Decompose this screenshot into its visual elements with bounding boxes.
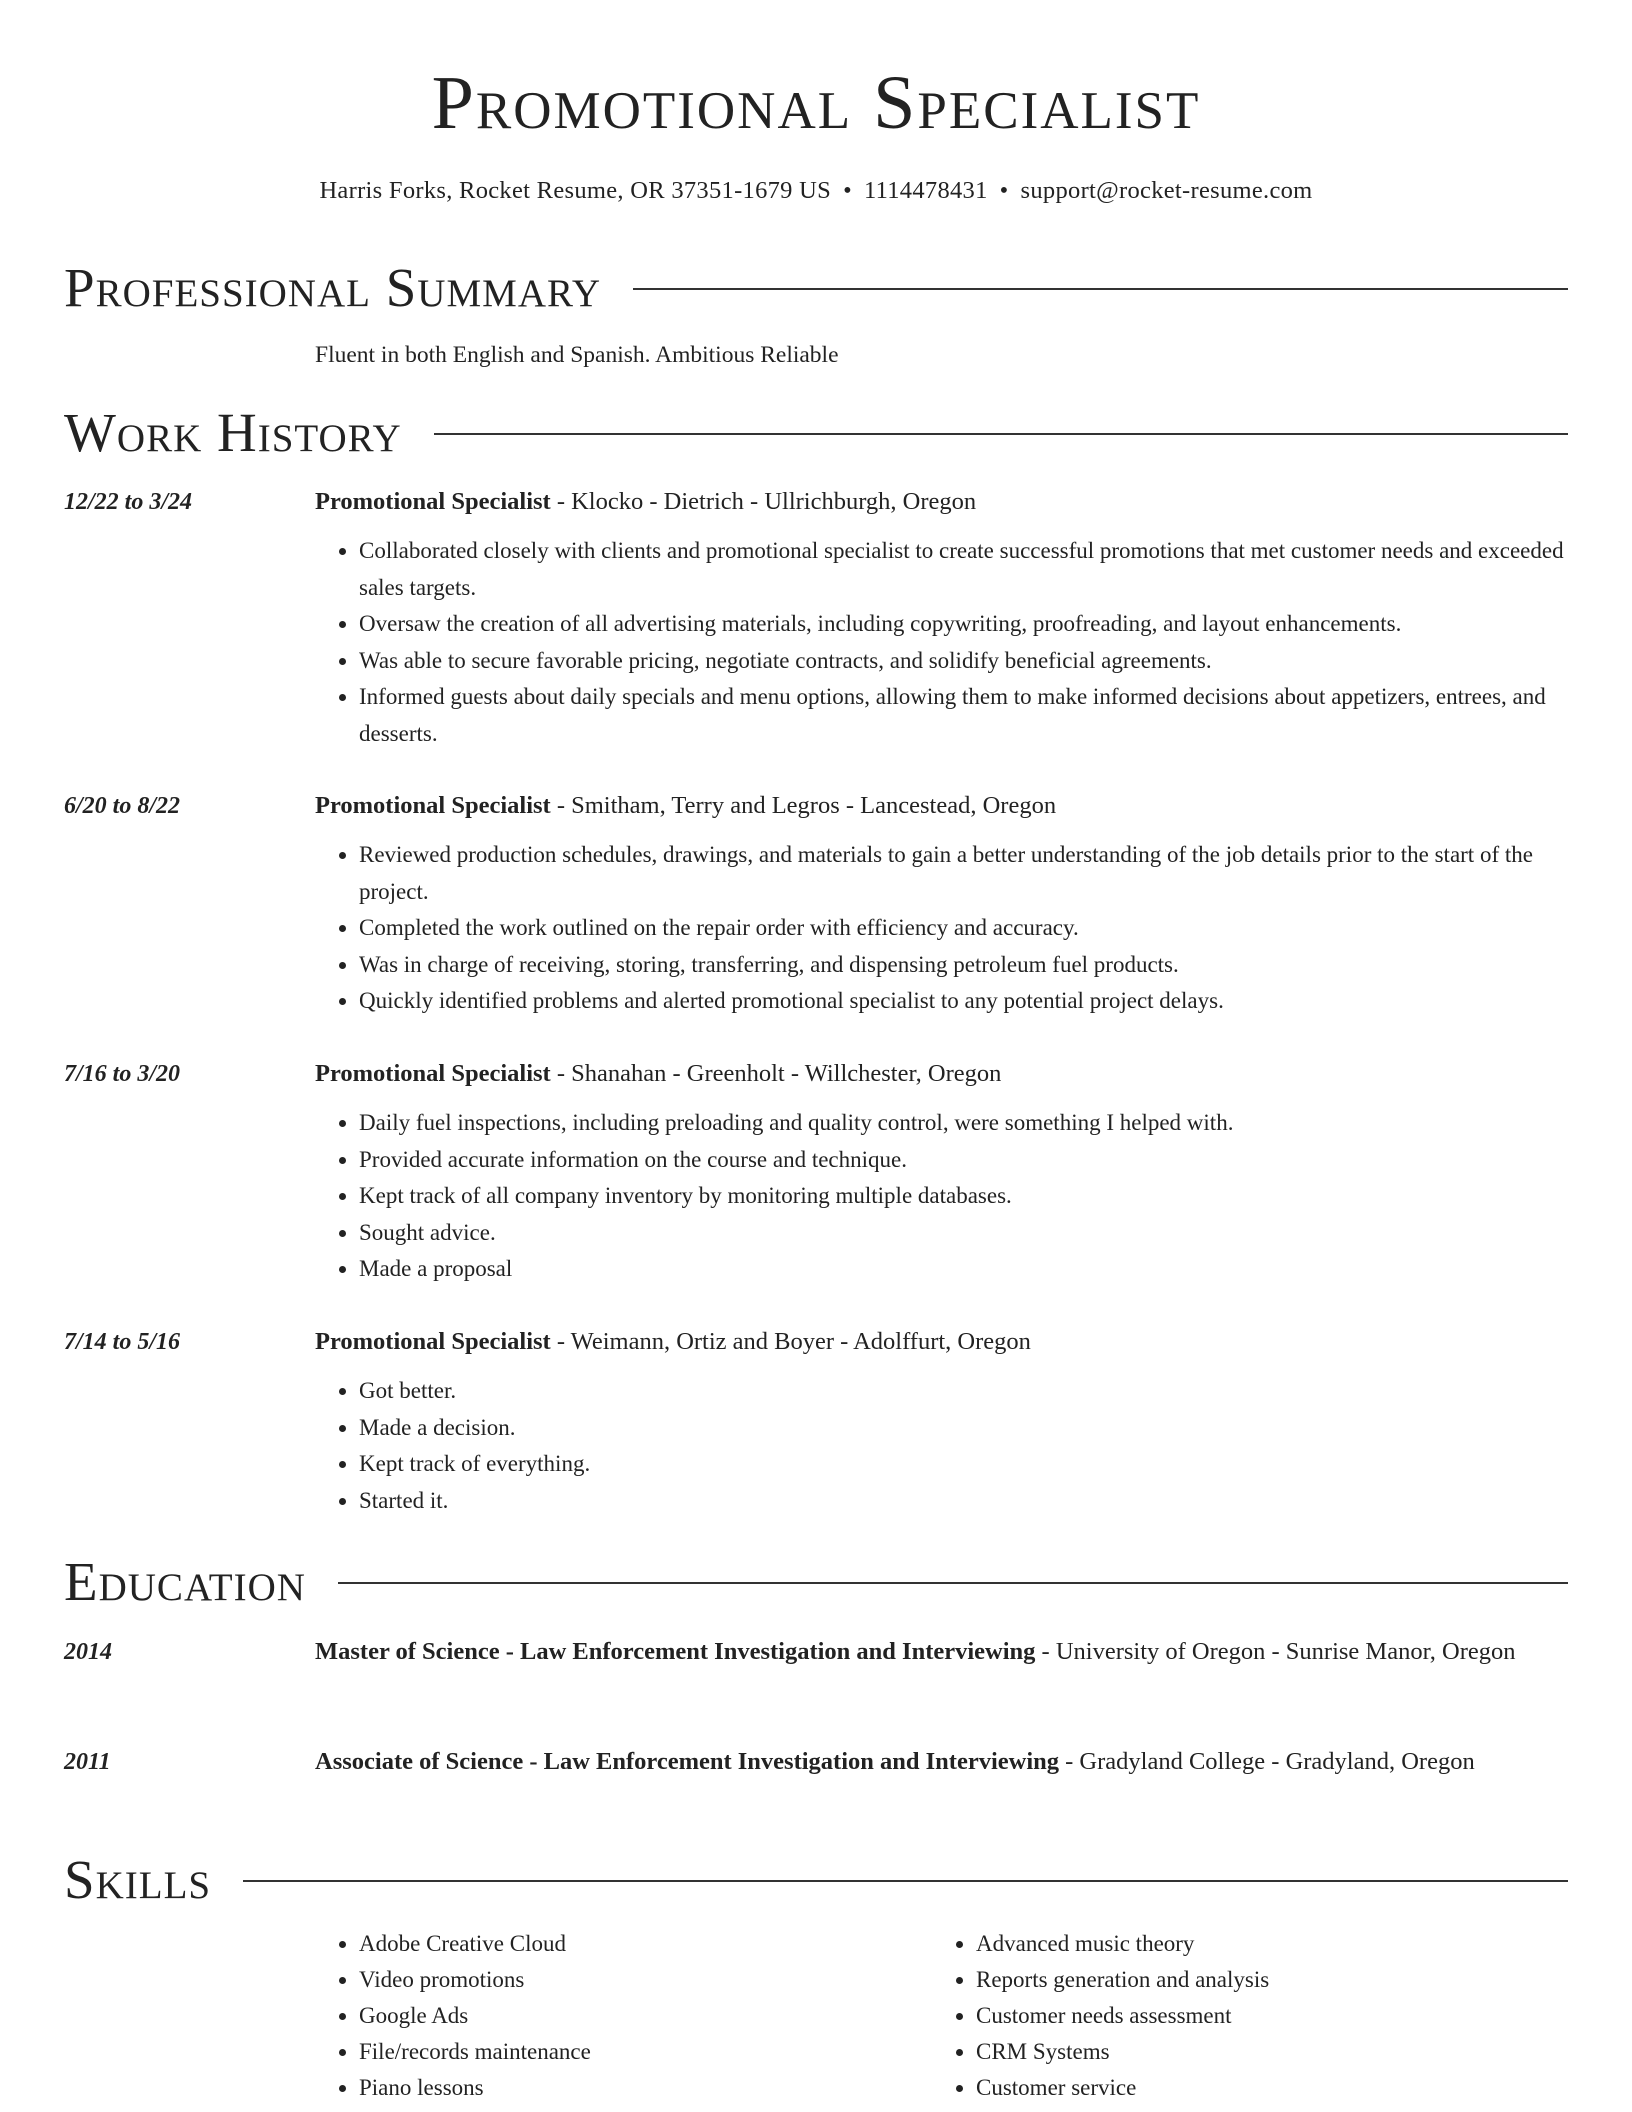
section-skills-header <box>64 1845 1568 1915</box>
entry-heading <box>315 1055 1568 1093</box>
skills-column-right <box>932 1926 1549 2106</box>
list-item: • Customer needs assessment <box>976 1998 1549 2034</box>
list-item: • Daily fuel inspections, including preloading and quality control, were something I helped with. <box>359 1105 1568 1142</box>
section-heading: Work History <box>64 402 402 463</box>
entry-body <box>315 1633 1568 1671</box>
list-item: • Kept track of all company inventory by monitoring multiple databases. <box>359 1178 1568 1215</box>
entry-date: 12/22 to 3/24 <box>64 489 193 515</box>
entry-date: 6/20 to 8/22 <box>64 793 181 819</box>
entry-body <box>315 1323 1568 1519</box>
entry-heading <box>315 1743 1568 1781</box>
entry-bullets <box>315 1373 1568 1519</box>
list-item: • CRM Systems <box>976 2034 1549 2070</box>
list-item: • Informed guests about daily specials and menu options, allowing them to make informed decisions about appetizers, entrees, and desserts. <box>359 679 1568 752</box>
entry-details: - Klocko - Dietrich - Ullrichburgh, Oregon <box>550 488 977 515</box>
list-item: • Kept track of everything. <box>359 1446 1568 1483</box>
list-item: • Video promotions <box>359 1962 932 1998</box>
list-item: • Piano lessons <box>359 2070 932 2106</box>
entry-body <box>315 787 1568 1020</box>
entry-heading <box>315 1633 1568 1671</box>
list-item: • Collaborated closely with clients and promotional specialist to create successful promotions that met customer needs and exceeded sales targets. <box>359 533 1568 606</box>
section-work-header <box>64 398 1568 468</box>
entry-details: - Gradyland College - Gradyland, Oregon <box>1059 1748 1475 1775</box>
entry-role: Promotional Specialist <box>315 1060 551 1087</box>
entry-degree: Master of Science - Law Enforcement Investigation and Interviewing <box>315 1638 1036 1665</box>
contact-address: Harris Forks, Rocket Resume, OR 37351-1679 US <box>319 177 832 204</box>
contact-email: support@rocket-resume.com <box>1020 177 1313 204</box>
contact-line <box>64 174 1568 208</box>
list-item: • Made a decision. <box>359 1410 1568 1447</box>
entry-date: 2014 <box>64 1639 112 1665</box>
contact-separator: • <box>999 177 1009 204</box>
list-item: • Advanced music theory <box>976 1926 1549 1962</box>
section-heading: Education <box>64 1551 306 1612</box>
entry-heading <box>315 1323 1568 1361</box>
skills-list <box>315 1926 1568 2106</box>
skills-column-left <box>315 1926 932 2106</box>
entry-role: Promotional Specialist <box>315 1328 551 1355</box>
entry-details: - Smitham, Terry and Legros - Lancestead, Oregon <box>550 792 1057 819</box>
entry-body <box>315 1743 1568 1781</box>
list-item: • Oversaw the creation of all advertising materials, including copywriting, proofreading, and layout enhancements. <box>359 606 1568 643</box>
section-divider <box>633 288 1568 290</box>
entry-role: Promotional Specialist <box>315 488 551 515</box>
entry-bullets <box>315 837 1568 1020</box>
entry-bullets <box>315 533 1568 752</box>
summary-text: Fluent in both English and Spanish. Ambitious Reliable <box>315 342 839 368</box>
entry-date: 7/14 to 5/16 <box>64 1329 181 1355</box>
list-item: • Sought advice. <box>359 1215 1568 1252</box>
list-item: • Reports generation and analysis <box>976 1962 1549 1998</box>
contact-phone: 1114478431 <box>863 177 988 204</box>
entry-role: Promotional Specialist <box>315 792 551 819</box>
section-divider <box>243 1880 1568 1882</box>
entry-details: - Shanahan - Greenholt - Willchester, Oregon <box>550 1060 1002 1087</box>
entry-details: - University of Oregon - Sunrise Manor, Oregon <box>1035 1638 1516 1665</box>
list-item: • Google Ads <box>359 1998 932 2034</box>
list-item: • File/records maintenance <box>359 2034 932 2070</box>
list-item: • Provided accurate information on the course and technique. <box>359 1142 1568 1179</box>
entry-degree: Associate of Science - Law Enforcement Investigation and Interviewing <box>315 1748 1060 1775</box>
list-item: • Made a proposal <box>359 1251 1568 1288</box>
list-item: • Quickly identified problems and alerted promotional specialist to any potential project delays. <box>359 983 1568 1020</box>
section-divider <box>434 433 1568 435</box>
list-item: • Completed the work outlined on the repair order with efficiency and accuracy. <box>359 910 1568 947</box>
entry-heading <box>315 483 1568 521</box>
list-item: • Started it. <box>359 1483 1568 1520</box>
contact-separator: • <box>843 177 852 204</box>
section-heading: Professional Summary <box>64 257 602 318</box>
entry-details: - Weimann, Ortiz and Boyer - Adolffurt, Oregon <box>550 1328 1031 1355</box>
entry-date: 2011 <box>64 1749 111 1775</box>
list-item: • Customer service <box>976 2070 1549 2106</box>
section-divider <box>338 1582 1568 1584</box>
section-education-header <box>64 1547 1568 1617</box>
list-item: • Got better. <box>359 1373 1568 1410</box>
entry-bullets <box>315 1105 1568 1288</box>
section-heading: Skills <box>64 1849 212 1910</box>
entry-date: 7/16 to 3/20 <box>64 1061 181 1087</box>
section-summary-header <box>64 253 1568 323</box>
list-item: • Reviewed production schedules, drawings, and materials to gain a better understanding of the job details prior to the start of the project. <box>359 837 1568 910</box>
list-item: • Adobe Creative Cloud <box>359 1926 932 1962</box>
entry-heading <box>315 787 1568 825</box>
entry-body <box>315 483 1568 752</box>
list-item: • Was in charge of receiving, storing, transferring, and dispensing petroleum fuel products. <box>359 947 1568 984</box>
list-item: • Was able to secure favorable pricing, negotiate contracts, and solidify beneficial agreements. <box>359 643 1568 680</box>
resume-title: Promotional Specialist <box>431 61 1201 145</box>
entry-body <box>315 1055 1568 1288</box>
